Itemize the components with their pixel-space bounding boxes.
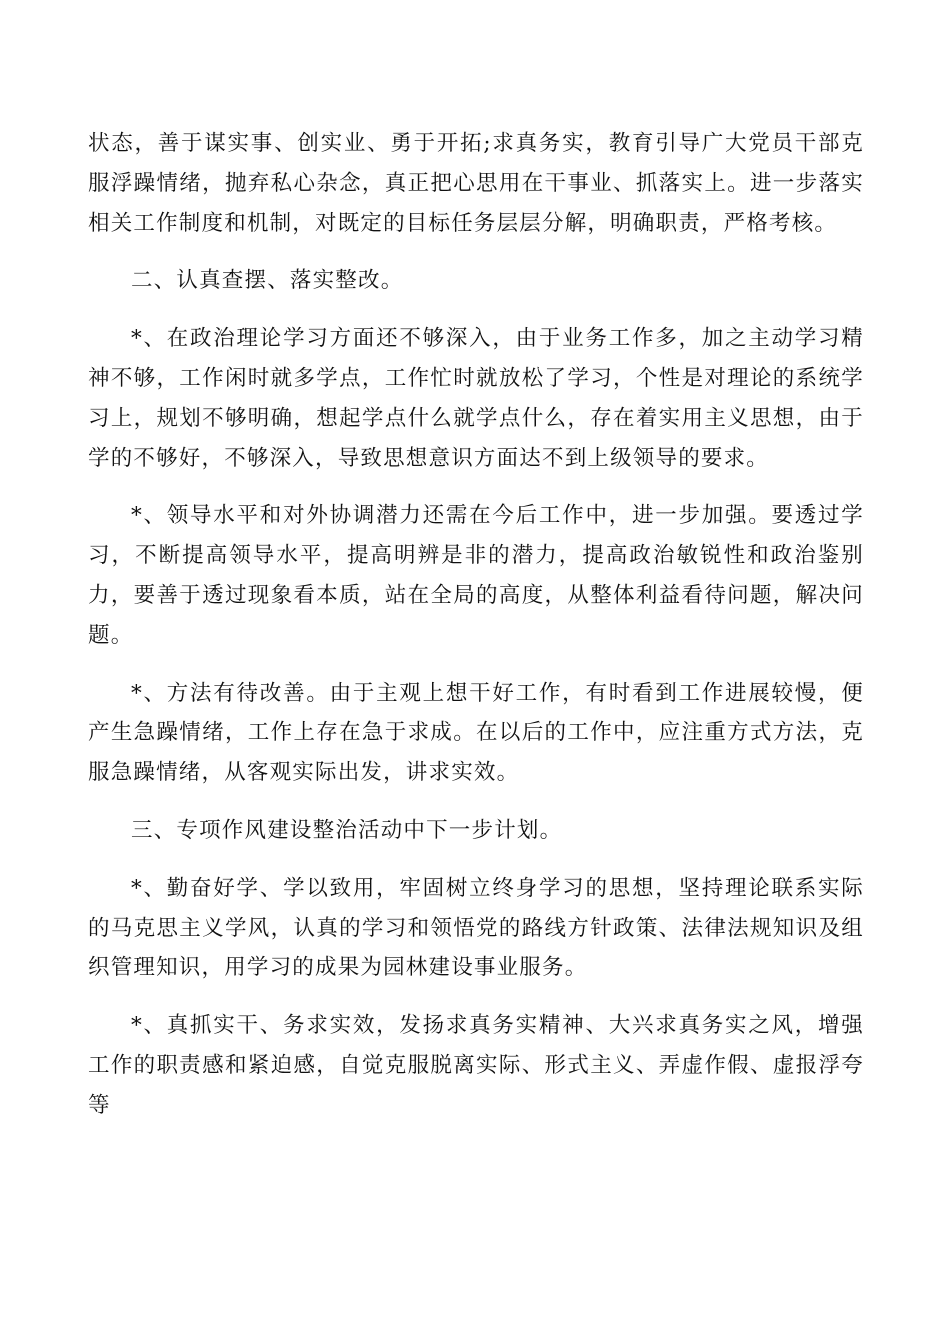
list-item-leadership: *、领导水平和对外协调潜力还需在今后工作中，进一步加强。要透过学习，不断提高领导水平，提高明辨是非的潜力，提高政治敏锐性和政治鉴别力，要善于透过现象看本质，站在全局的高度，从整体利益看待问题，解决问题。 [88, 503, 864, 648]
document-page [88, 124, 864, 1144]
list-item-method: *、方法有待改善。由于主观上想干好工作，有时看到工作进展较慢，便产生急躁情绪，工作上存在急于求成。在以后的工作中，应注重方式方法，克服急躁情绪，从客观实际出发，讲求实效。 [88, 680, 864, 786]
section-heading-2: 二、认真查摆、落实整改。 [131, 268, 404, 294]
paragraph-continuation: 状态，善于谋实事、创实业、勇于开拓;求真务实，教育引导广大党员干部克服浮躁情绪，抛弃私心杂念，真正把心思用在干事业、抓落实上。进一步落实相关工作制度和机制，对既定的目标任务层层分解，明确职责，严格考核。 [88, 131, 864, 236]
list-item-practical-work: *、真抓实干、务求实效，发扬求真务实精神、大兴求真务实之风，增强工作的职责感和紧迫感，自觉克服脱离实际、形式主义、弄虚作假、虚报浮夸等 [88, 1013, 864, 1118]
section-heading-3: 三、专项作风建设整治活动中下一步计划。 [131, 817, 563, 843]
list-item-study-diligently: *、勤奋好学、学以致用，牢固树立终身学习的思想，坚持理论联系实际的马克思主义学风，认真的学习和领悟党的路线方针政策、法律法规知识及组织管理知识，用学习的成果为园林建设事业服务。 [88, 875, 864, 981]
list-item-theory-study: *、在政治理论学习方面还不够深入，由于业务工作多，加之主动学习精神不够，工作闲时就多学点，工作忙时就放松了学习，个性是对理论的系统学习上，规划不够明确，想起学点什么就学点什么，存在着实用主义思想，由于学的不够好，不够深入，导致思想意识方面达不到上级领导的要求。 [88, 326, 864, 471]
